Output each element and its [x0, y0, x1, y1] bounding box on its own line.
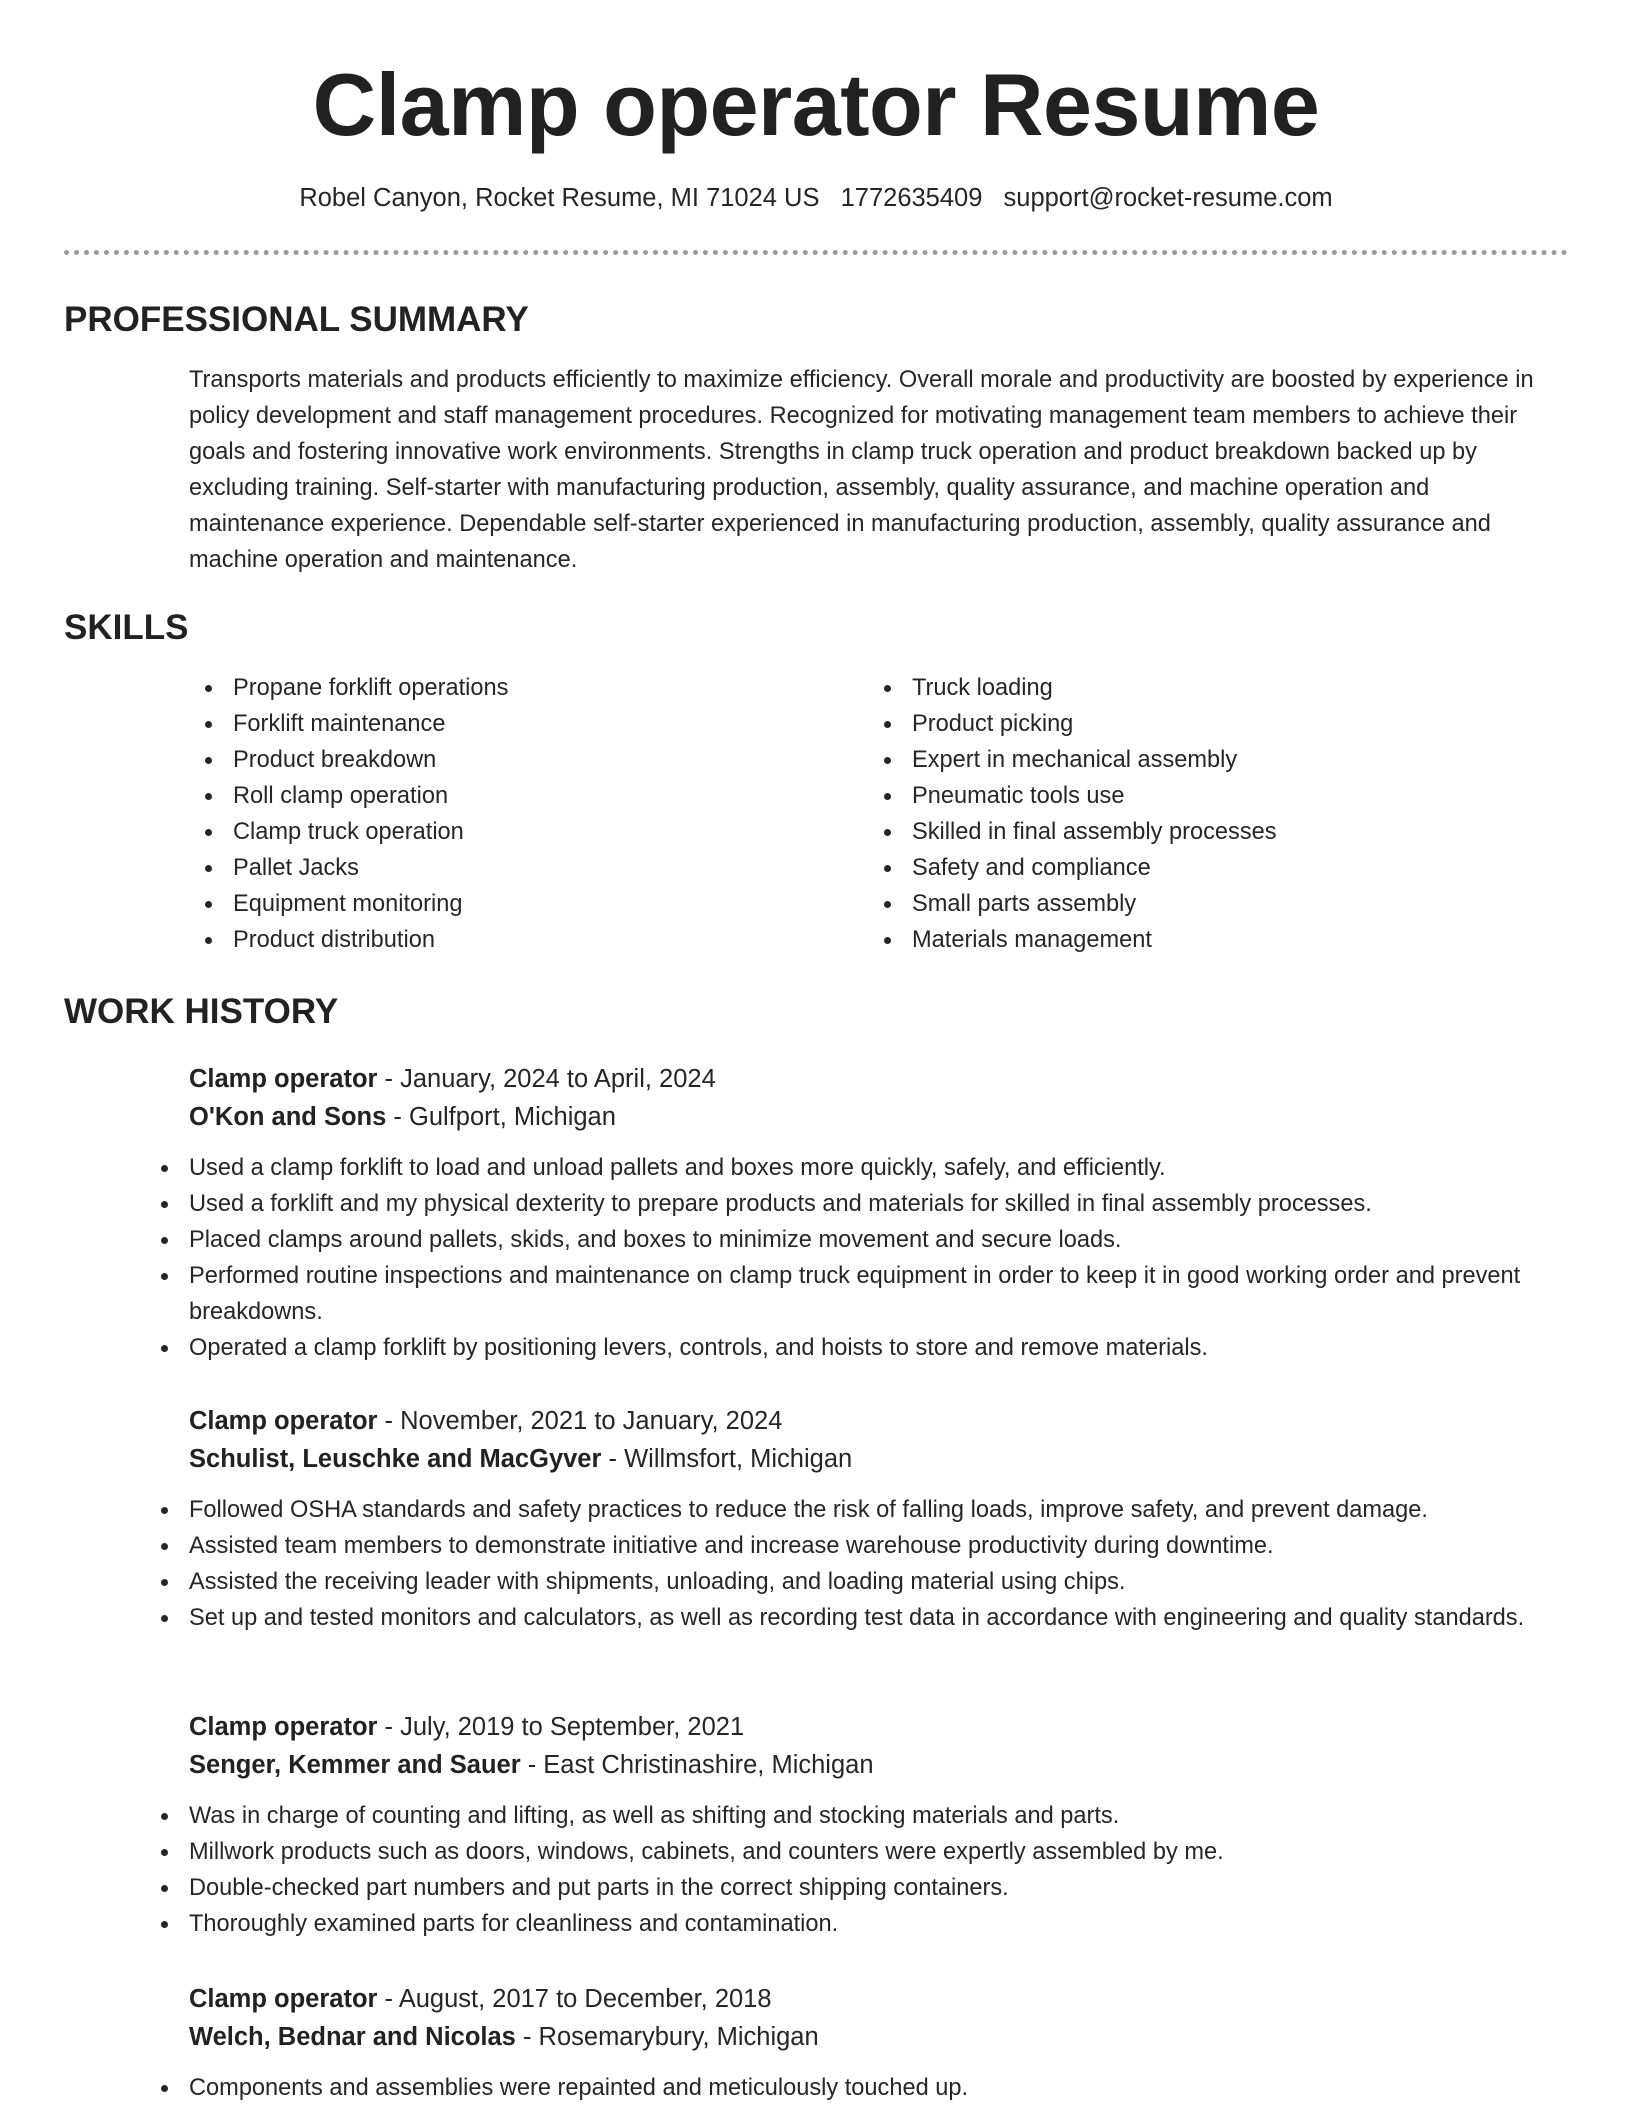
job-company: Schulist, Leuschke and MacGyver	[189, 1445, 602, 1473]
skill-item: Clamp truck operation	[189, 814, 829, 850]
job-entry	[189, 1060, 1569, 1366]
job-dates: - July, 2019 to September, 2021	[377, 1713, 745, 1741]
job-dates: - November, 2021 to January, 2024	[377, 1407, 783, 1435]
job-company: Senger, Kemmer and Sauer	[189, 1751, 521, 1779]
skill-item: Product distribution	[189, 922, 829, 958]
contact-address: Robel Canyon, Rocket Resume, MI 71024 US	[299, 184, 820, 212]
job-company-line	[189, 1440, 1569, 1478]
skill-item: Forklift maintenance	[189, 706, 829, 742]
skills-list-left	[189, 670, 829, 958]
header-divider	[64, 250, 1568, 255]
job-entry	[189, 1980, 1569, 2106]
job-duties	[145, 1492, 1569, 1636]
job-duties	[145, 2070, 1569, 2106]
job-duty: Set up and tested monitors and calculators, as well as recording test data in accordance with engineering and quality standards.	[145, 1600, 1569, 1636]
skill-item: Propane forklift operations	[189, 670, 829, 706]
job-location: - East Christinashire, Michigan	[520, 1751, 874, 1779]
job-title-line	[189, 1402, 1569, 1440]
job-duty: Followed OSHA standards and safety practices to reduce the risk of falling loads, improve safety, and prevent damage.	[145, 1492, 1569, 1528]
job-duty: Placed clamps around pallets, skids, and boxes to minimize movement and secure loads.	[145, 1222, 1569, 1258]
skill-item: Roll clamp operation	[189, 778, 829, 814]
skill-item: Product picking	[868, 706, 1508, 742]
job-duty: Performed routine inspections and maintenance on clamp truck equipment in order to keep it in good working order and prevent breakdowns.	[145, 1258, 1569, 1330]
job-location: - Gulfport, Michigan	[386, 1103, 616, 1131]
skill-item: Small parts assembly	[868, 886, 1508, 922]
skill-item: Pallet Jacks	[189, 850, 829, 886]
skill-item: Skilled in final assembly processes	[868, 814, 1508, 850]
job-title: Clamp operator	[189, 1407, 378, 1435]
job-company-line	[189, 1098, 1569, 1136]
job-duty: Used a clamp forklift to load and unload pallets and boxes more quickly, safely, and efficiently.	[145, 1150, 1569, 1186]
job-duty: Assisted the receiving leader with shipments, unloading, and loading material using chips.	[145, 1564, 1569, 1600]
job-title: Clamp operator	[189, 1065, 378, 1093]
contact-phone: 1772635409	[840, 184, 983, 212]
skills-list-right	[868, 670, 1508, 958]
job-duties	[145, 1798, 1569, 1942]
job-duty: Components and assemblies were repainted and meticulously touched up.	[145, 2070, 1569, 2106]
job-company-line	[189, 2018, 1569, 2056]
job-title: Clamp operator	[189, 1985, 378, 2013]
skill-item: Materials management	[868, 922, 1508, 958]
job-title-line	[189, 1060, 1569, 1098]
job-location: - Rosemarybury, Michigan	[515, 2023, 819, 2051]
skill-item: Product breakdown	[189, 742, 829, 778]
summary-heading: PROFESSIONAL SUMMARY	[64, 300, 529, 339]
contact-email: support@rocket-resume.com	[1003, 184, 1333, 212]
job-title-line	[189, 1980, 1569, 2018]
job-company: Welch, Bednar and Nicolas	[189, 2023, 516, 2051]
job-duty: Operated a clamp forklift by positioning levers, controls, and hoists to store and remove materials.	[145, 1330, 1569, 1366]
job-entry	[189, 1708, 1569, 1942]
job-duties	[145, 1150, 1569, 1366]
skill-item: Safety and compliance	[868, 850, 1508, 886]
job-title: Clamp operator	[189, 1713, 378, 1741]
job-duty: Thoroughly examined parts for cleanliness and contamination.	[145, 1906, 1569, 1942]
job-duty: Assisted team members to demonstrate initiative and increase warehouse productivity during downtime.	[145, 1528, 1569, 1564]
job-location: - Willmsfort, Michigan	[601, 1445, 853, 1473]
skills-heading: SKILLS	[64, 608, 189, 647]
summary-text: Transports materials and products efficiently to maximize efficiency. Overall morale and productivity are boosted by experience in policy development and staff management procedures. Recognized for motivating management team members to achieve their goals and fostering innovative work environments. Strengths in clamp truck operation and product breakdown backed up by excluding training. Self-starter with manufacturing production, assembly, quality assurance, and machine operation and maintenance experience. Dependable self-starter experienced in manufacturing production, assembly, quality assurance and machine operation and maintenance.	[189, 367, 1534, 573]
skill-item: Equipment monitoring	[189, 886, 829, 922]
job-title-line	[189, 1708, 1569, 1746]
skill-item: Expert in mechanical assembly	[868, 742, 1508, 778]
skill-item: Pneumatic tools use	[868, 778, 1508, 814]
job-duty: Used a forklift and my physical dexterity to prepare products and materials for skilled in final assembly processes.	[145, 1186, 1569, 1222]
job-entry	[189, 1402, 1569, 1636]
resume-title: Clamp operator Resume	[312, 55, 1320, 154]
work-heading: WORK HISTORY	[64, 992, 339, 1031]
contact-line	[0, 180, 1632, 216]
job-dates: - August, 2017 to December, 2018	[377, 1985, 772, 2013]
job-company-line	[189, 1746, 1569, 1784]
job-company: O'Kon and Sons	[189, 1103, 387, 1131]
job-duty: Was in charge of counting and lifting, as well as shifting and stocking materials and parts.	[145, 1798, 1569, 1834]
job-duty: Double-checked part numbers and put parts in the correct shipping containers.	[145, 1870, 1569, 1906]
skill-item: Truck loading	[868, 670, 1508, 706]
job-dates: - January, 2024 to April, 2024	[377, 1065, 716, 1093]
job-duty: Millwork products such as doors, windows, cabinets, and counters were expertly assembled by me.	[145, 1834, 1569, 1870]
